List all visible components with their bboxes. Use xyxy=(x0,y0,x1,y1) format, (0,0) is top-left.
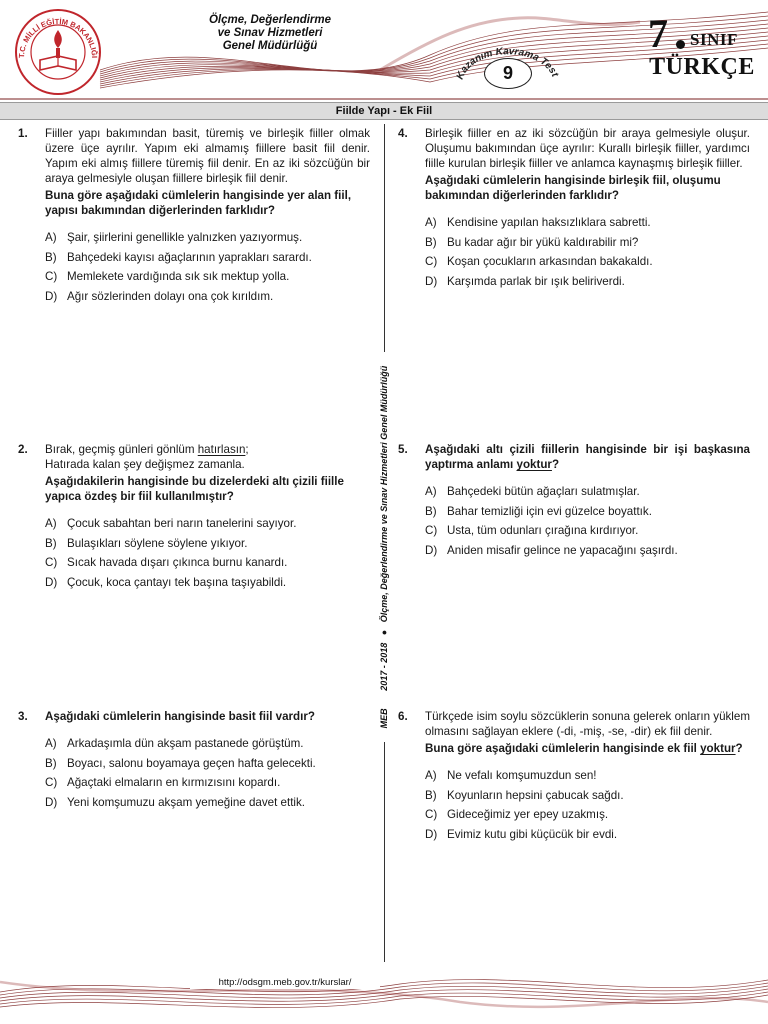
bullet-icon: ● xyxy=(379,629,389,636)
footer-swoosh-decoration xyxy=(0,962,768,1024)
option-c[interactable]: C) Sıcak havada dışarı çıkınca burnu kanardı. xyxy=(45,556,288,569)
question-stem: Aşağıdaki altı çizili fiillerin hangisinde bir işi başkasına yaptırma anlamı yoktur? xyxy=(425,443,750,471)
option-c[interactable]: C) Memlekete vardığında sık sık mektup yolla. xyxy=(45,270,290,283)
question-4 xyxy=(398,126,750,291)
option-b[interactable]: B) Bahar temizliği için evi güzelce boyattık. xyxy=(425,504,652,518)
option-d[interactable]: D) Karşımda parlak bir ışık beliriverdi. xyxy=(425,274,625,288)
option-a[interactable]: A) Arkadaşımla dün akşam pastanede görüştüm. xyxy=(45,737,304,750)
underlined-word: yoktur xyxy=(516,458,552,471)
question-text: Fiiller yapı bakımından basit, türemiş ve birleşik fiiller olmak üzere üçe ayrılır. Yapım eki almamış fiillere basit fiil denir. Yapım eki almış fiillere türemiş fiil denir. En az iki sözcüğün bir araya gelmesiyle oluşan fiillere birleşik fiil denir. xyxy=(45,127,370,185)
underlined-verb: hatırlasın xyxy=(197,443,246,456)
question-stem: Aşağıdaki cümlelerin hangisinde basit fiil vardır? xyxy=(45,710,315,723)
meb-logo-icon xyxy=(14,8,102,96)
org-line: Ölçme, Değerlendirme xyxy=(208,14,332,26)
question-1 xyxy=(18,126,370,306)
test-number-badge: 9 xyxy=(484,58,532,89)
options-list xyxy=(45,514,370,592)
question-stem: Aşağıdaki cümlelerin hangisinde birleşik fiil, oluşumu bakımından diğerlerinden farklıdır? xyxy=(425,174,721,202)
grade-dot-icon xyxy=(676,40,685,49)
footer-url-link[interactable]: http://odsgm.meb.gov.tr/kurslar/ xyxy=(190,976,380,989)
question-stem: Buna göre aşağıdaki cümlelerin hangisinde yer alan fiil, yapısı bakımından diğerlerinden farklıdır? xyxy=(45,189,352,217)
subject-title: TÜRKÇE xyxy=(649,54,755,80)
question-text: Türkçede isim soylu sözcüklerin sonuna gelerek onların yüklem olmasını sağlayan eklere (-di, -miş, -se, -dir) ek fiil denir. xyxy=(425,710,750,738)
question-6 xyxy=(398,709,750,844)
question-number: 1. xyxy=(18,127,28,140)
side-org: Ölçme, Değerlendirme ve Sınav Hizmetleri Genel Müdürlüğü xyxy=(379,365,389,623)
grade-text: SINIF xyxy=(690,30,738,49)
options-list xyxy=(425,766,750,844)
option-d[interactable]: D) Aniden misafir gelince ne yapacağını şaşırdı. xyxy=(425,543,678,557)
option-b[interactable]: B) Boyacı, salonu boyamaya geçen hafta gelecekti. xyxy=(45,756,316,770)
question-number: 3. xyxy=(18,710,28,723)
question-stem: Buna göre aşağıdaki cümlelerin hangisinde ek fiil yoktur? xyxy=(425,742,743,755)
option-d[interactable]: D) Çocuk, koca çantayı tek başına taşıyabildi. xyxy=(45,575,287,589)
svg-text:T.C. MİLLİ EĞİTİM BAKANLIĞI: T.C. MİLLİ EĞİTİM BAKANLIĞI xyxy=(16,16,100,59)
option-d[interactable]: D) Evimiz kutu gibi küçücük bir evdi. xyxy=(425,827,618,841)
svg-text:Kazanım Kavrama Testi: Kazanım Kavrama Test xyxy=(455,46,561,82)
question-3 xyxy=(18,709,370,812)
option-c[interactable]: C) Koşan çocukların arkasından bakakaldı. xyxy=(425,255,653,268)
option-a[interactable]: A) Şair, şiirlerini genellikle yalnızken yazıyormuş. xyxy=(45,231,303,244)
verse-line-1: Bırak, geçmiş günleri gönlüm hatırlasın; xyxy=(45,443,249,456)
org-title xyxy=(170,14,370,53)
option-c[interactable]: C) Ağaçtaki elmaların en kırmızısını kopardı. xyxy=(45,776,281,789)
option-b[interactable]: B) Bahçedeki kayısı ağaçlarının yaprakları sarardı. xyxy=(45,250,312,264)
underlined-word: yoktur xyxy=(700,742,736,755)
options-list xyxy=(425,482,750,560)
option-d[interactable]: D) Yeni komşumuzu akşam yemeğine davet ettik. xyxy=(45,795,306,809)
options-list xyxy=(45,228,370,306)
option-c[interactable]: C) Usta, tüm odunları çırağına kırdırıyor. xyxy=(425,524,639,537)
option-a[interactable]: A) Ne vefalı komşumuzdun sen! xyxy=(425,769,597,782)
question-text: Birleşik fiiller en az iki sözcüğün bir araya gelmesiyle oluşur. Oluşumu bakımından üçe ayrılır: Kurallı birleşik fiiller, yardımcı fiille kurulan birleşik fiiller ve anlamca kaynaşmış birleşik fiiller. xyxy=(425,127,750,170)
option-b[interactable]: B) Koyunların hepsini çabucak sağdı. xyxy=(425,788,624,802)
question-number: 4. xyxy=(398,127,408,140)
option-b[interactable]: B) Bu kadar ağır bir yükü kaldırabilir mi? xyxy=(425,235,639,249)
question-5 xyxy=(398,442,750,560)
verse-line-2: Hatırada kalan şey değişmez zamanla. xyxy=(45,458,245,471)
question-number: 5. xyxy=(398,443,408,456)
grade-number: 7 xyxy=(648,11,668,56)
question-number: 6. xyxy=(398,710,408,723)
question-number: 2. xyxy=(18,443,28,456)
option-b[interactable]: B) Bulaşıkları söylene söylene yıkıyor. xyxy=(45,536,248,550)
question-verse xyxy=(45,442,370,472)
option-a[interactable]: A) Çocuk sabahtan beri narın tanelerini sayıyor. xyxy=(45,517,297,530)
option-c[interactable]: C) Gideceğimiz yer epey uzakmış. xyxy=(425,808,609,821)
option-a[interactable]: A) Bahçedeki bütün ağaçları sulatmışlar. xyxy=(425,485,640,498)
side-meb: MEB xyxy=(379,708,389,729)
options-list xyxy=(45,734,370,812)
options-list xyxy=(425,213,750,291)
grade-label xyxy=(640,11,758,56)
topic-bar: Fiilde Yapı - Ek Fiil xyxy=(0,102,768,120)
org-line: Genel Müdürlüğü xyxy=(222,40,318,52)
question-2 xyxy=(18,442,370,592)
vertical-side-text xyxy=(377,352,391,742)
side-separator xyxy=(379,693,389,706)
page-header xyxy=(0,0,768,100)
option-a[interactable]: A) Kendisine yapılan haksızlıklara sabretti. xyxy=(425,216,651,229)
option-d[interactable]: D) Ağır sözlerinden dolayı ona çok kırıldım. xyxy=(45,289,274,303)
org-line: ve Sınav Hizmetleri xyxy=(217,27,323,39)
side-years: 2017 - 2018 xyxy=(379,642,389,691)
question-stem: Aşağıdakilerin hangisinde bu dizelerdeki altı çizili fiille yapıca özdeş bir fiil kullanılmıştır? xyxy=(45,475,344,503)
